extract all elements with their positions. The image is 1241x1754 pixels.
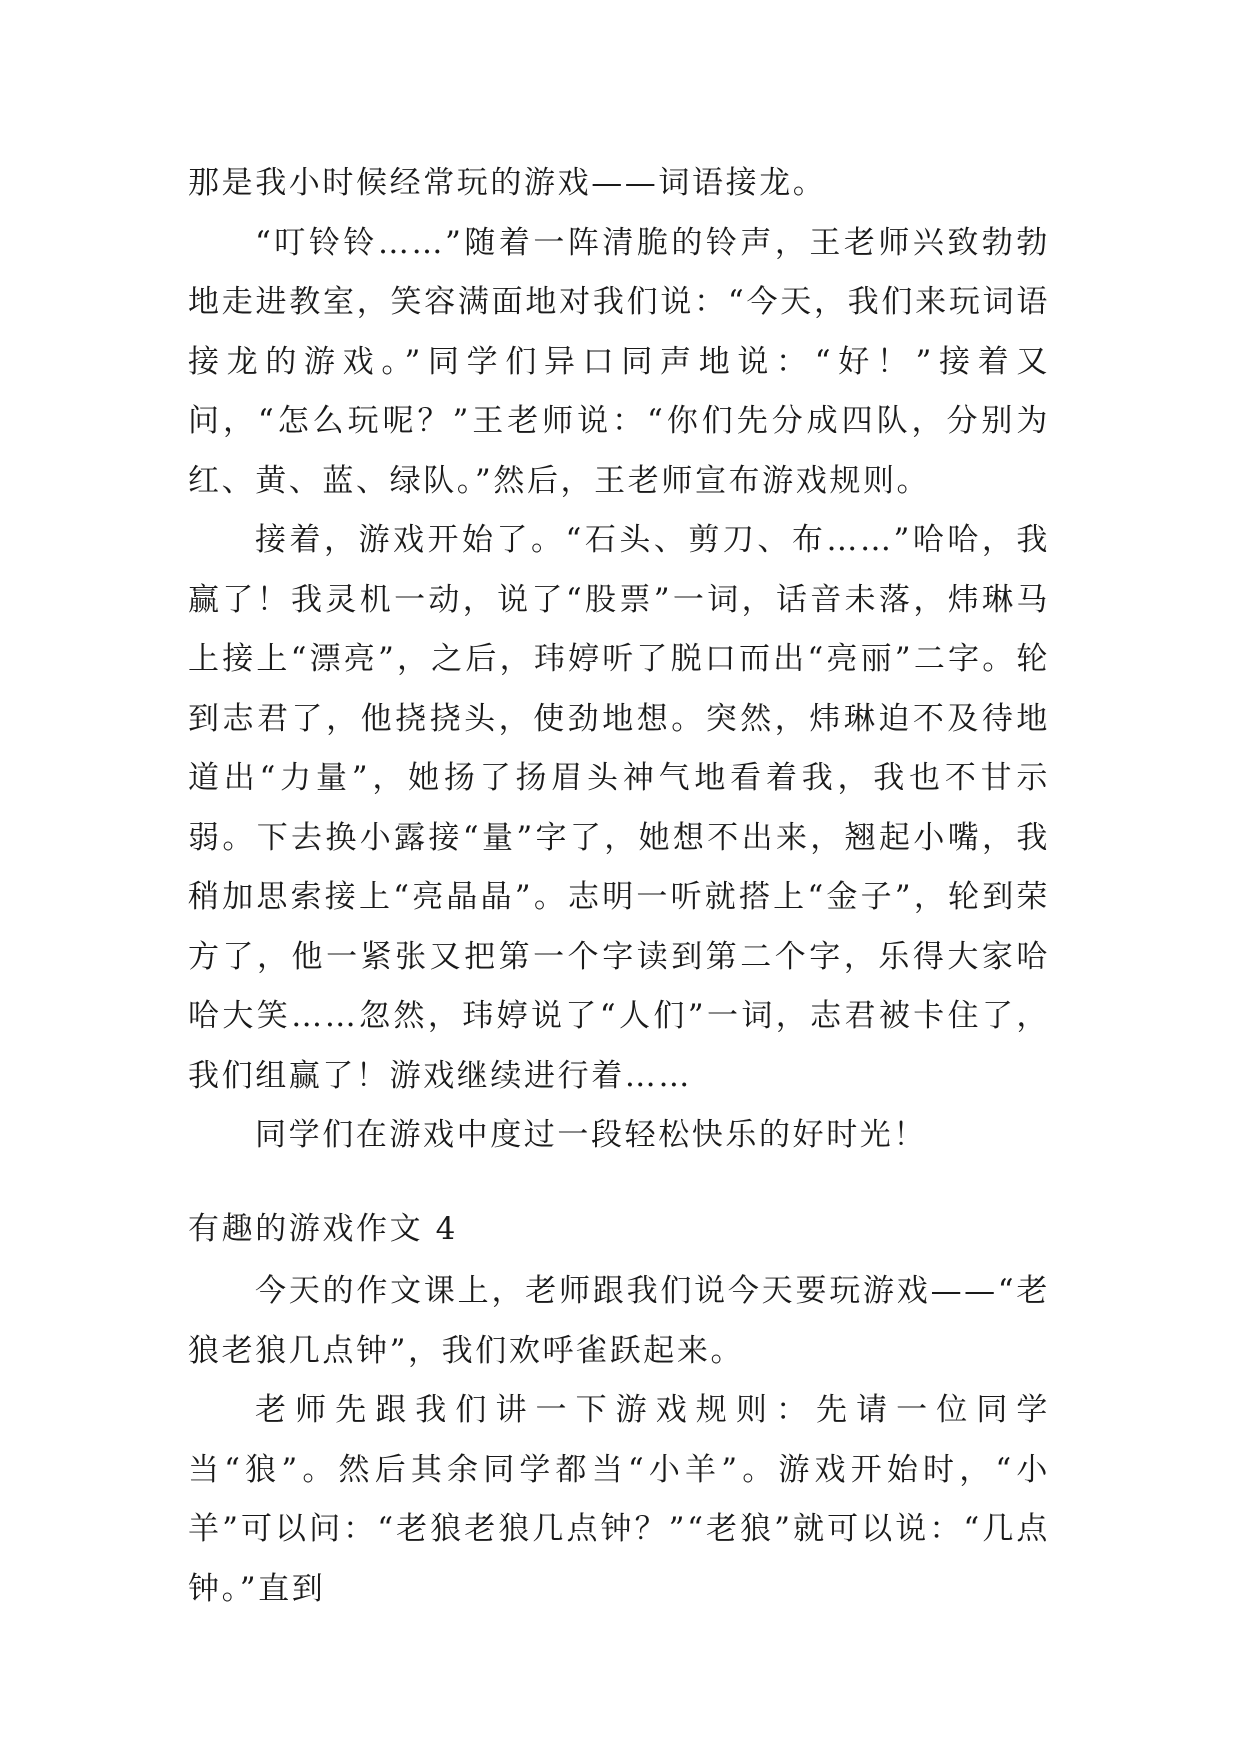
paragraph: 老师先跟我们讲一下游戏规则：先请一位同学当“狼”。然后其余同学都当“小羊”。游戏开始时，“小羊”可以问：“老狼老狼几点钟？”“老狼”就可以说：“几点钟。”直到 bbox=[188, 1392, 1050, 1607]
essay-title: 有趣的游戏作文 4 bbox=[188, 1211, 458, 1247]
essay-section-2 bbox=[188, 1262, 1050, 1619]
paragraph: 那是我小时候经常玩的游戏——词语接龙。 bbox=[188, 165, 827, 201]
paragraph: “叮铃铃……”随着一阵清脆的铃声，王老师兴致勃勃地走进教室，笑容满面地对我们说：“今天，我们来玩词语接龙的游戏。”同学们异口同声地说：“好！”接着又问，“怎么玩呢？”王老师说：“你们先分成四队，分别为红、黄、蓝、绿队。”然后，王老师宣布游戏规则。 bbox=[188, 224, 1050, 499]
paragraph: 今天的作文课上，老师跟我们说今天要玩游戏——“老狼老狼几点钟”，我们欢呼雀跃起来。 bbox=[188, 1273, 1050, 1369]
paragraph: 接着，游戏开始了。“石头、剪刀、布……”哈哈，我赢了！我灵机一动，说了“股票”一词，话音未落，炜琳马上接上“漂亮”，之后，玮婷听了脱口而出“亮丽”二字。轮到志君了，他挠挠头，使劲地想。突然，炜琳迫不及待地道出“力量”，她扬了扬眉头神气地看着我，我也不甘示弱。下去换小露接“量”字了，她想不出来，翘起小嘴，我稍加思索接上“亮晶晶”。志明一听就搭上“金子”，轮到荣方了，他一紧张又把第一个字读到第二个字，乐得大家哈哈大笑……忽然，玮婷说了“人们”一词，志君被卡住了，我们组赢了！游戏继续进行着…… bbox=[188, 522, 1050, 1094]
paragraph: 同学们在游戏中度过一段轻松快乐的好时光！ bbox=[255, 1117, 927, 1153]
essay-section-1 bbox=[188, 154, 1050, 1166]
